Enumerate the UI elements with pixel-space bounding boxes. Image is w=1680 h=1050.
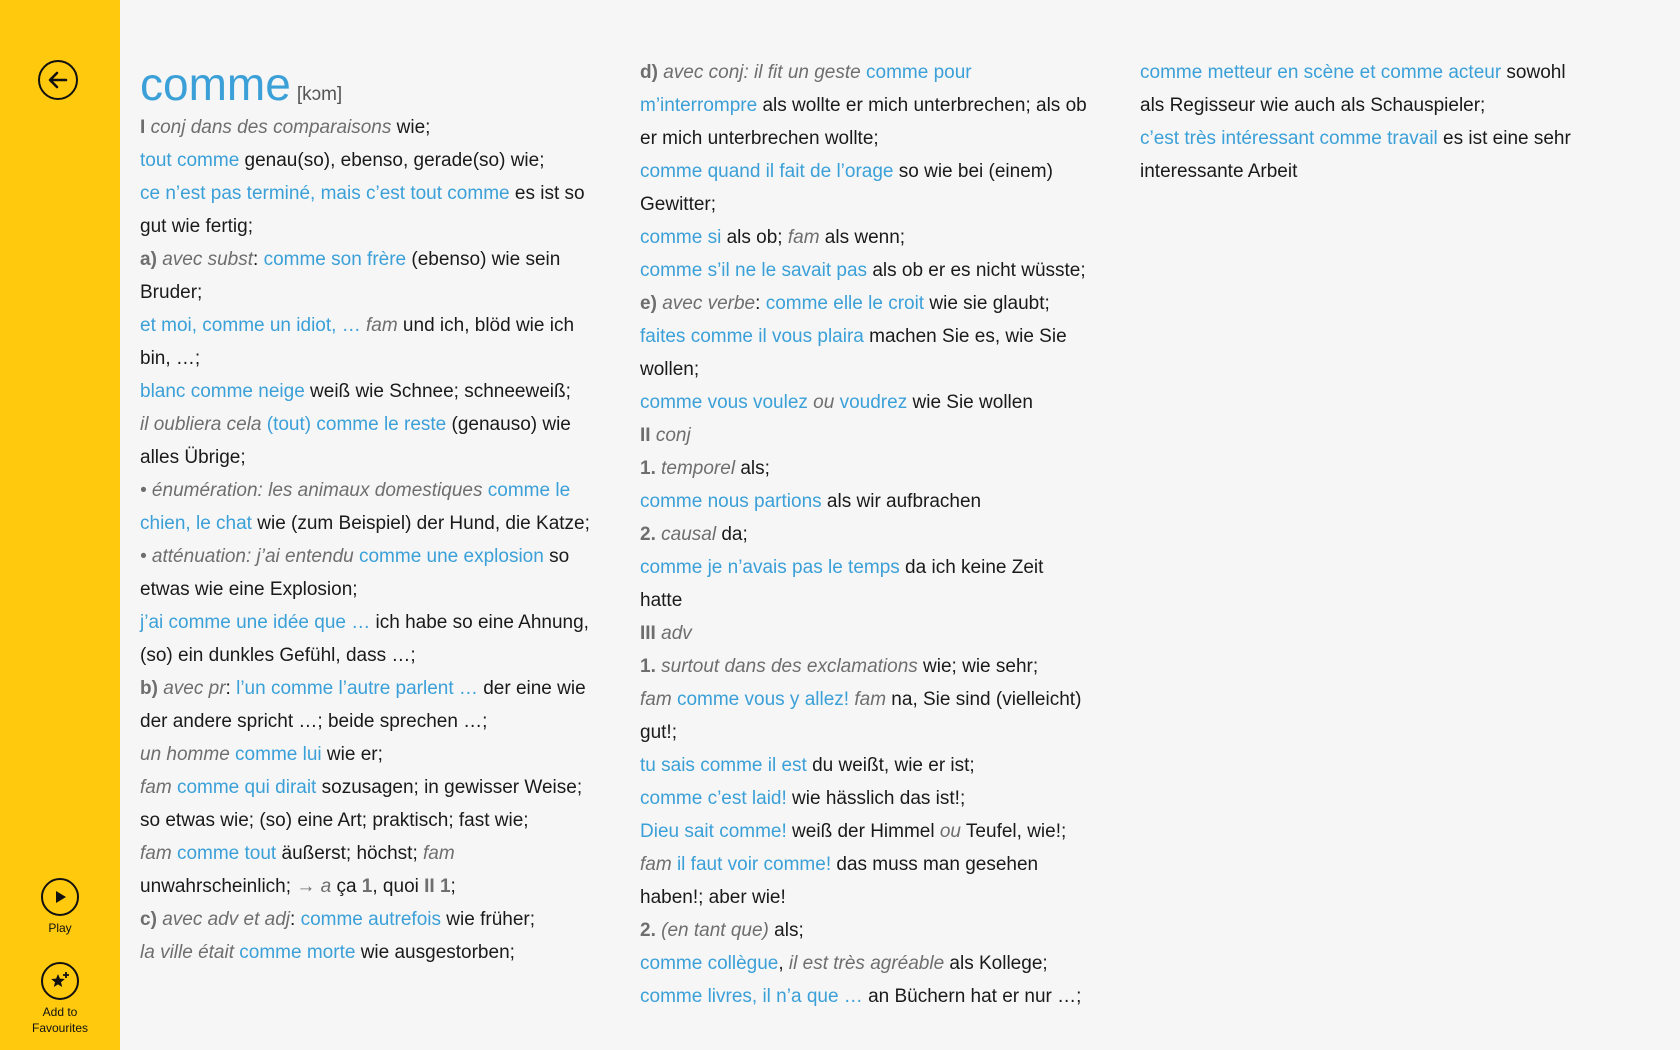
- sense-number: c): [140, 909, 163, 930]
- example-phrase[interactable]: comme elle le croit: [765, 293, 925, 314]
- grammar-label: fam: [849, 689, 887, 710]
- entry-line: [140, 243, 590, 309]
- example-phrase[interactable]: comme son frère: [263, 249, 407, 270]
- entry-column-1: [140, 58, 590, 969]
- entry-line: [140, 408, 590, 474]
- translation-text: sozusagen; in gewisser Weise; so etwas wie; (so) eine Art; praktisch; fast wie;: [140, 777, 583, 831]
- entry-line: [140, 936, 590, 969]
- grammar-label: ou: [939, 821, 961, 842]
- translation-text: na, Sie sind (vielleicht) gut!;: [640, 689, 1082, 743]
- example-phrase[interactable]: comme c’est laid!: [640, 788, 787, 809]
- grammar-label: avec verbe: [662, 293, 756, 314]
- entry-lines-3: [1140, 56, 1590, 188]
- headword: comme: [140, 58, 291, 110]
- grammar-label: • atténuation: j’ai entendu: [140, 546, 359, 567]
- entry-line: [140, 672, 590, 738]
- entry-line: [640, 848, 1090, 914]
- grammar-label: → a: [296, 876, 332, 897]
- entry-line: [640, 617, 1090, 650]
- example-phrase[interactable]: comme le chien, le chat: [140, 480, 571, 534]
- translation-text: machen Sie es, wie Sie wollen;: [640, 326, 1067, 380]
- translation-text: an Büchern hat er nur …;: [862, 986, 1082, 1007]
- example-phrase[interactable]: comme qui dirait: [176, 777, 317, 798]
- example-phrase[interactable]: comme je n’avais pas le temps: [640, 557, 900, 578]
- entry-line: [640, 221, 1090, 254]
- entry-line: [640, 551, 1090, 617]
- entry-line: [1140, 56, 1590, 122]
- pronunciation: [kɔm]: [296, 84, 343, 105]
- translation-text: ich habe so eine Ahnung, (so) ein dunkles Gefühl, dass …;: [140, 612, 589, 666]
- entry-line: [640, 650, 1090, 683]
- grammar-label: il est très agréable: [788, 953, 945, 974]
- translation-text: als ob er es nicht wüsste;: [867, 260, 1086, 281]
- sense-number: 1.: [640, 656, 662, 677]
- translation-text: so wie bei (einem) Gewitter;: [640, 161, 1053, 215]
- example-phrase[interactable]: tu sais comme il est: [640, 755, 807, 776]
- example-phrase[interactable]: et moi, comme un idiot, …: [140, 315, 361, 336]
- grammar-label: un homme: [140, 744, 236, 765]
- add-to-favourites-label: Add to Favourites: [31, 1005, 89, 1035]
- translation-text: Teufel, wie!;: [961, 821, 1067, 842]
- translation-text: als;: [735, 458, 770, 479]
- entry-line: [640, 419, 1090, 452]
- example-phrase[interactable]: comme s’il ne le savait pas: [640, 260, 868, 281]
- play-icon: [51, 888, 69, 906]
- grammar-label: avec pr: [163, 678, 226, 699]
- entry-line: [1140, 122, 1590, 188]
- entry-lines-2: [640, 56, 1090, 1013]
- translation-text: unwahrscheinlich;: [140, 876, 297, 897]
- grammar-label: il oubliera cela: [140, 414, 267, 435]
- translation-text: du weißt, wie er ist;: [806, 755, 975, 776]
- entry-line: [140, 903, 590, 936]
- example-phrase[interactable]: blanc comme neige: [140, 381, 305, 402]
- translation-text: weiß der Himmel: [786, 821, 940, 842]
- sense-number: III: [640, 623, 662, 644]
- translation-text: als wenn;: [819, 227, 906, 248]
- translation-text: und ich, blöd wie ich bin, …;: [140, 315, 575, 369]
- translation-text: wie; wie sehr;: [917, 656, 1039, 677]
- back-button[interactable]: [38, 60, 78, 100]
- sense-number: a): [140, 249, 163, 270]
- example-phrase[interactable]: comme collègue: [640, 953, 779, 974]
- example-phrase[interactable]: comme si: [640, 227, 722, 248]
- translation-text: es ist eine sehr interessante Arbeit: [1140, 128, 1571, 182]
- translation-text: als wollte er mich unterbrechen; als ob er mich unterbrechen wollte;: [640, 95, 1087, 149]
- translation-text: als ob;: [721, 227, 788, 248]
- entry-line: [140, 177, 590, 243]
- entry-line: [640, 287, 1090, 320]
- grammar-label: surtout dans des exclamations: [661, 656, 918, 677]
- example-phrase[interactable]: voudrez: [839, 392, 908, 413]
- grammar-label: avec adv et adj: [162, 909, 290, 930]
- sense-number: b): [140, 678, 164, 699]
- sense-number: 2.: [640, 524, 662, 545]
- sense-number: I: [140, 117, 151, 138]
- translation-text: es ist so gut wie fertig;: [140, 183, 585, 237]
- example-phrase[interactable]: comme pour m’interrompre: [640, 62, 972, 116]
- translation-text: (genauso) wie alles Übrige;: [140, 414, 571, 468]
- entry-line: [640, 980, 1090, 1013]
- sense-number: II 1: [424, 876, 451, 897]
- entry-line: [140, 474, 590, 540]
- entry-line: [640, 518, 1090, 551]
- grammar-label: ou: [807, 392, 840, 413]
- entry-line: [640, 485, 1090, 518]
- translation-text: als;: [768, 920, 804, 941]
- entry-line: [640, 155, 1090, 221]
- entry-line: [640, 914, 1090, 947]
- translation-text: :: [225, 678, 237, 699]
- example-phrase[interactable]: il faut voir comme!: [676, 854, 832, 875]
- example-phrase[interactable]: tout comme: [140, 150, 240, 171]
- translation-text: weiß wie Schnee; schneeweiß;: [304, 381, 571, 402]
- entry-line: [140, 309, 590, 375]
- grammar-label: conj dans des comparaisons: [150, 117, 392, 138]
- translation-text: wie hässlich das ist!;: [786, 788, 966, 809]
- sense-number: d): [640, 62, 664, 83]
- entry-header: [140, 58, 590, 111]
- grammar-label: la ville était: [140, 942, 240, 963]
- entry-line: [640, 320, 1090, 386]
- entry-line: [140, 837, 590, 903]
- entry-line: [640, 749, 1090, 782]
- entry-line: [640, 683, 1090, 749]
- entry-line: [140, 144, 590, 177]
- grammar-label: fam: [423, 843, 455, 864]
- grammar-label: fam: [787, 227, 820, 248]
- translation-text: so etwas wie eine Explosion;: [140, 546, 570, 600]
- translation-text: ,: [778, 953, 789, 974]
- grammar-label: conj: [655, 425, 691, 446]
- grammar-label: avec subst: [162, 249, 254, 270]
- grammar-label: fam: [140, 843, 177, 864]
- grammar-label: (en tant que): [661, 920, 769, 941]
- translation-text: :: [253, 249, 264, 270]
- translation-text: wie früher;: [441, 909, 535, 930]
- grammar-label: fam: [640, 854, 677, 875]
- entry-line: [640, 386, 1090, 419]
- entry-line: [140, 375, 590, 408]
- example-phrase[interactable]: comme lui: [235, 744, 322, 765]
- back-arrow-icon: [47, 69, 69, 91]
- grammar-label: fam: [360, 315, 398, 336]
- play-icon-circle: [41, 878, 79, 916]
- example-phrase[interactable]: comme tout: [176, 843, 277, 864]
- grammar-label: adv: [661, 623, 692, 644]
- translation-text: wie er;: [321, 744, 383, 765]
- entry-column-2: [640, 56, 1090, 1013]
- translation-text: als Kollege;: [944, 953, 1048, 974]
- entry-line: [640, 947, 1090, 980]
- entry-line: [640, 782, 1090, 815]
- sense-number: 1: [361, 876, 373, 897]
- entry-line: [140, 540, 590, 606]
- translation-text: da ich keine Zeit hatte: [640, 557, 1044, 611]
- translation-text: , quoi: [372, 876, 425, 897]
- translation-text: wie Sie wollen: [907, 392, 1033, 413]
- entry-line: [640, 815, 1090, 848]
- entry-line: [640, 452, 1090, 485]
- grammar-label: fam: [640, 689, 677, 710]
- translation-text: wie (zum Beispiel) der Hund, die Katze;: [251, 513, 590, 534]
- translation-text: da;: [716, 524, 748, 545]
- translation-text: äußerst; höchst;: [276, 843, 424, 864]
- example-phrase[interactable]: comme quand il fait de l’orage: [640, 161, 894, 182]
- example-phrase[interactable]: comme vous voulez: [640, 392, 808, 413]
- example-phrase[interactable]: comme autrefois: [300, 909, 442, 930]
- example-phrase[interactable]: comme livres, il n’a que …: [640, 986, 863, 1007]
- example-phrase[interactable]: comme nous partions: [640, 491, 822, 512]
- entry-column-3: [1140, 56, 1590, 188]
- entry-line: [140, 606, 590, 672]
- entry-line: [640, 56, 1090, 155]
- example-phrase[interactable]: j’ai comme une idée que …: [140, 612, 371, 633]
- translation-text: der eine wie der andere spricht …; beide sprechen …;: [140, 678, 586, 732]
- entry-line: [140, 771, 590, 837]
- add-to-favourites-button[interactable]: [0, 962, 120, 1036]
- translation-text: (ebenso) wie sein Bruder;: [140, 249, 561, 303]
- grammar-label: temporel: [661, 458, 736, 479]
- translation-text: wie sie glaubt;: [924, 293, 1050, 314]
- sense-number: e): [640, 293, 663, 314]
- example-phrase[interactable]: ce n’est pas terminé, mais c’est tout comme: [140, 183, 510, 204]
- example-phrase[interactable]: comme une explosion: [358, 546, 544, 567]
- sense-number: 1.: [640, 458, 662, 479]
- translation-text: sowohl als Regisseur wie auch als Schauspieler;: [1140, 62, 1566, 116]
- example-phrase[interactable]: faites comme il vous plaira: [640, 326, 864, 347]
- translation-text: ça: [331, 876, 362, 897]
- translation-text: :: [290, 909, 301, 930]
- entry-line: [140, 738, 590, 771]
- sense-number: II: [640, 425, 656, 446]
- grammar-label: causal: [661, 524, 717, 545]
- sense-number: 2.: [640, 920, 662, 941]
- example-phrase[interactable]: comme morte: [239, 942, 356, 963]
- grammar-label: avec conj: il fit un geste: [663, 62, 866, 83]
- example-phrase[interactable]: Dieu sait comme!: [640, 821, 787, 842]
- entry-lines-1: [140, 111, 590, 969]
- translation-text: als wir aufbrachen: [821, 491, 982, 512]
- translation-text: wie;: [391, 117, 431, 138]
- example-phrase[interactable]: (tout) comme le reste: [266, 414, 447, 435]
- grammar-label: • énumération: les animaux domestiques: [140, 480, 488, 501]
- translation-text: das muss man gesehen haben!; aber wie!: [640, 854, 1039, 908]
- star-plus-icon: [49, 970, 71, 992]
- grammar-label: fam: [140, 777, 177, 798]
- translation-text: ;: [450, 876, 456, 897]
- example-phrase[interactable]: comme metteur en scène et comme acteur: [1140, 62, 1502, 83]
- example-phrase[interactable]: l’un comme l’autre parlent …: [236, 678, 478, 699]
- play-label: Play: [48, 921, 72, 935]
- entry-line: [640, 254, 1090, 287]
- translation-text: genau(so), ebenso, gerade(so) wie;: [239, 150, 545, 171]
- translation-text: wie ausgestorben;: [355, 942, 515, 963]
- entry-line: [140, 111, 590, 144]
- app-sidebar: [0, 0, 120, 1050]
- example-phrase[interactable]: c’est très intéressant comme travail: [1140, 128, 1438, 149]
- star-plus-icon-circle: [41, 962, 79, 1000]
- example-phrase[interactable]: comme vous y allez!: [676, 689, 850, 710]
- play-button[interactable]: [0, 878, 120, 936]
- translation-text: :: [755, 293, 766, 314]
